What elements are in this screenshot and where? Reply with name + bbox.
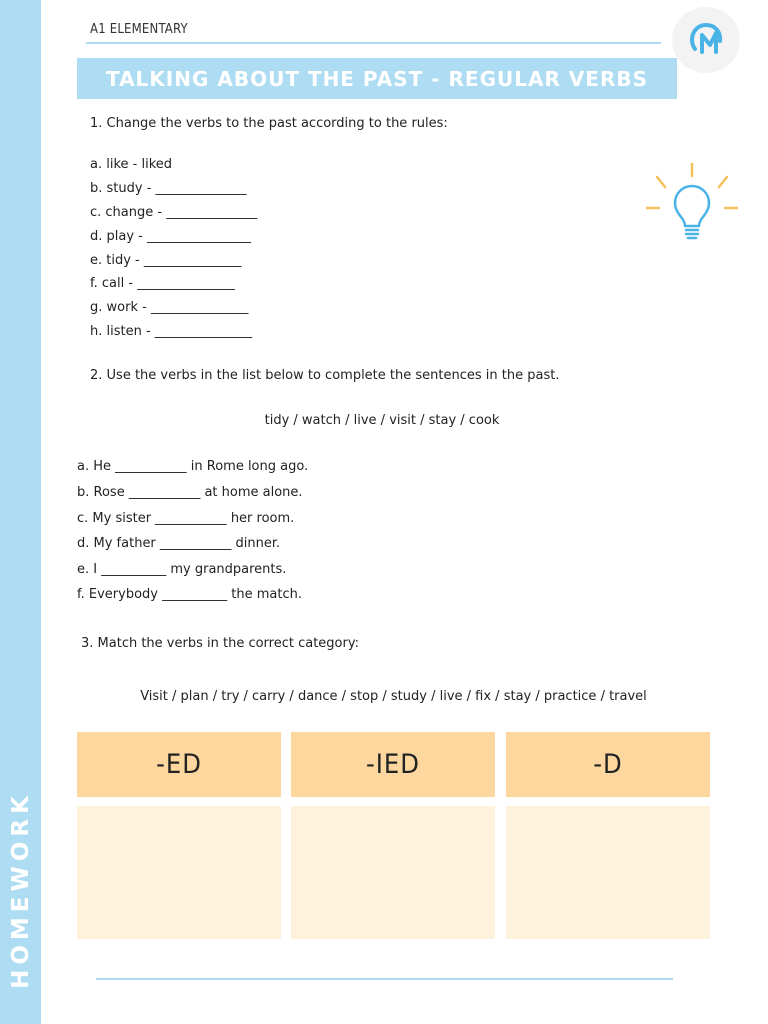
- exercise1-item: f. call - _______________: [90, 276, 235, 291]
- exercise1-item: d. play - ________________: [90, 229, 251, 244]
- title-banner: [77, 58, 677, 99]
- category-header-d: -D: [506, 732, 710, 797]
- exercise1-item: a. like - liked: [90, 157, 173, 172]
- category-header-ed: -ED: [77, 732, 281, 797]
- exercise2-item: a. He ___________ in Rome long ago.: [77, 459, 309, 474]
- exercise2-item: f. Everybody __________ the match.: [77, 587, 302, 602]
- exercise1-instruction: 1. Change the verbs to the past according to the rules:: [90, 116, 448, 131]
- level-label: A1 ELEMENTARY: [90, 22, 188, 37]
- exercise2-item: b. Rose ___________ at home alone.: [77, 485, 303, 500]
- category-box-ied[interactable]: [291, 806, 495, 939]
- brand-logo-icon: [672, 7, 740, 73]
- lightbulb-icon: [645, 160, 739, 248]
- page-title: TALKING ABOUT THE PAST - REGULAR VERBS: [105, 66, 648, 91]
- exercise1-item: h. listen - _______________: [90, 324, 253, 339]
- sidebar: [0, 0, 41, 1024]
- exercise2-item: c. My sister ___________ her room.: [77, 511, 295, 526]
- exercise2-instruction: 2. Use the verbs in the list below to complete the sentences in the past.: [90, 368, 560, 383]
- exercise3-word-list: Visit / plan / try / carry / dance / stop / study / live / fix / stay / practice / travel: [140, 689, 647, 704]
- bottom-divider: [96, 978, 673, 980]
- category-box-d[interactable]: [506, 806, 710, 939]
- exercise1-item: b. study - ______________: [90, 181, 247, 196]
- exercise1-item: e. tidy - _______________: [90, 253, 242, 268]
- exercise3-instruction: 3. Match the verbs in the correct category:: [81, 636, 359, 651]
- category-header-ied: -IED: [291, 732, 495, 797]
- sidebar-label: HOMEWORK: [8, 791, 34, 989]
- category-box-ed[interactable]: [77, 806, 281, 939]
- exercise1-item: c. change - ______________: [90, 205, 258, 220]
- exercise2-item: e. I __________ my grandparents.: [77, 562, 287, 577]
- exercise2-item: d. My father ___________ dinner.: [77, 536, 281, 551]
- top-divider: [86, 42, 661, 44]
- exercise1-item: g. work - _______________: [90, 300, 249, 315]
- exercise2-word-list: tidy / watch / live / visit / stay / cook: [264, 413, 500, 428]
